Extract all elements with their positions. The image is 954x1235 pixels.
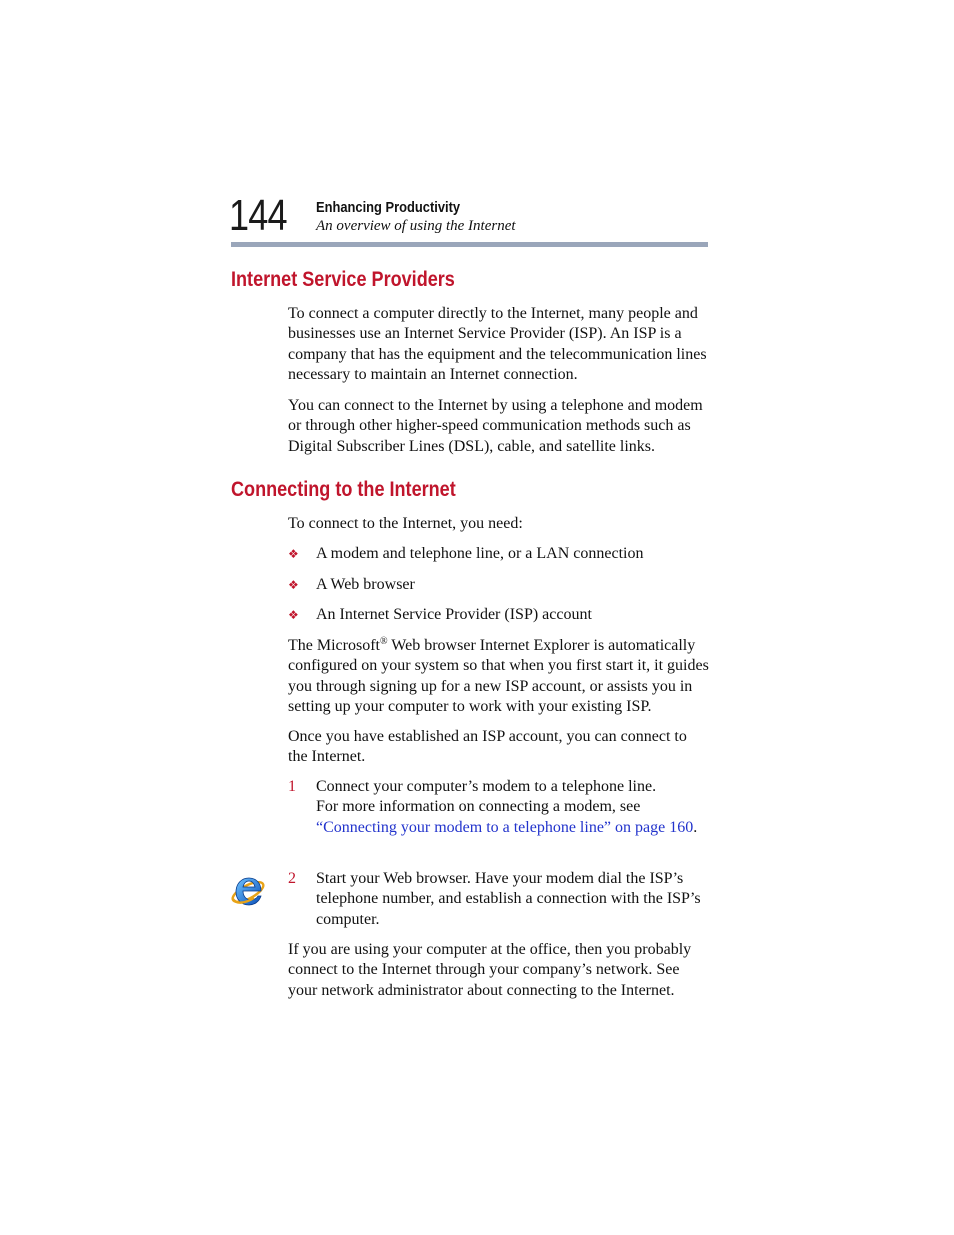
microsoft-paragraph [288, 636, 710, 717]
step-more-info [316, 797, 710, 838]
diamond-bullet-icon: ❖ [288, 608, 299, 622]
step-number: 1 [288, 778, 296, 795]
registered-mark: ® [379, 636, 388, 647]
section-heading-isp: Internet Service Providers [231, 268, 455, 291]
microsoft-paragraph-rest: Web browser Internet Explorer is automatically configured on your system so that when you first start it, it guides you through signing up for a new ISP account, or assists you in setting up your computer to work with your existing ISP. [288, 637, 709, 715]
step-body [316, 777, 710, 838]
office-paragraph: If you are using your computer at the office, then you probably connect to the Internet through your company’s network. See your network administrator about connecting to the Internet. [288, 941, 692, 999]
bullet-item [288, 544, 643, 564]
bullet-text: An Internet Service Provider (ISP) account [316, 606, 592, 623]
bullet-item [288, 575, 415, 595]
diamond-bullet-icon: ❖ [288, 547, 299, 561]
bullet-item [288, 605, 592, 625]
step-body: Start your Web browser. Have your modem dial the ISP’s telephone number, and establish a connection with the ISP’s computer. [316, 870, 701, 928]
once-paragraph: Once you have established an ISP account, you can connect to the Internet. [288, 728, 687, 766]
step-2 [288, 869, 710, 930]
header-rule [231, 242, 708, 247]
section-heading-connecting: Connecting to the Internet [231, 478, 456, 501]
bullet-text: A modem and telephone line, or a LAN connection [316, 545, 644, 562]
page-number: 144 [229, 191, 287, 240]
isp-paragraph-2: You can connect to the Internet by using a telephone and modem or through other higher-speed communication methods such as Digital Subscriber Lines (DSL), cable, and satellite links. [288, 397, 703, 455]
isp-paragraph-1: To connect a computer directly to the Internet, many people and businesses use an Internet Service Provider (ISP). An ISP is a company that has the equipment and the telecommunication lines necessary to maintain an Internet connection. [288, 305, 707, 383]
step-text: Connect your computer’s modem to a telephone line. [316, 778, 657, 795]
cross-reference-link[interactable]: “Connecting your modem to a telephone line” on page 160 [316, 818, 694, 836]
running-header-section: An overview of using the Internet [316, 218, 516, 234]
bullet-text: A Web browser [316, 576, 415, 593]
step-1 [288, 777, 710, 838]
connect-intro: To connect to the Internet, you need: [288, 515, 523, 532]
running-header [316, 199, 516, 235]
step-more-suffix: . [693, 818, 698, 836]
running-header-chapter: Enhancing Productivity [316, 199, 461, 216]
internet-explorer-icon [230, 871, 268, 909]
step-more-prefix: For more information on connecting a modem, see [316, 798, 641, 816]
microsoft-paragraph-prefix: The Microsoft [288, 637, 380, 654]
diamond-bullet-icon: ❖ [288, 578, 299, 592]
step-number: 2 [288, 870, 296, 887]
